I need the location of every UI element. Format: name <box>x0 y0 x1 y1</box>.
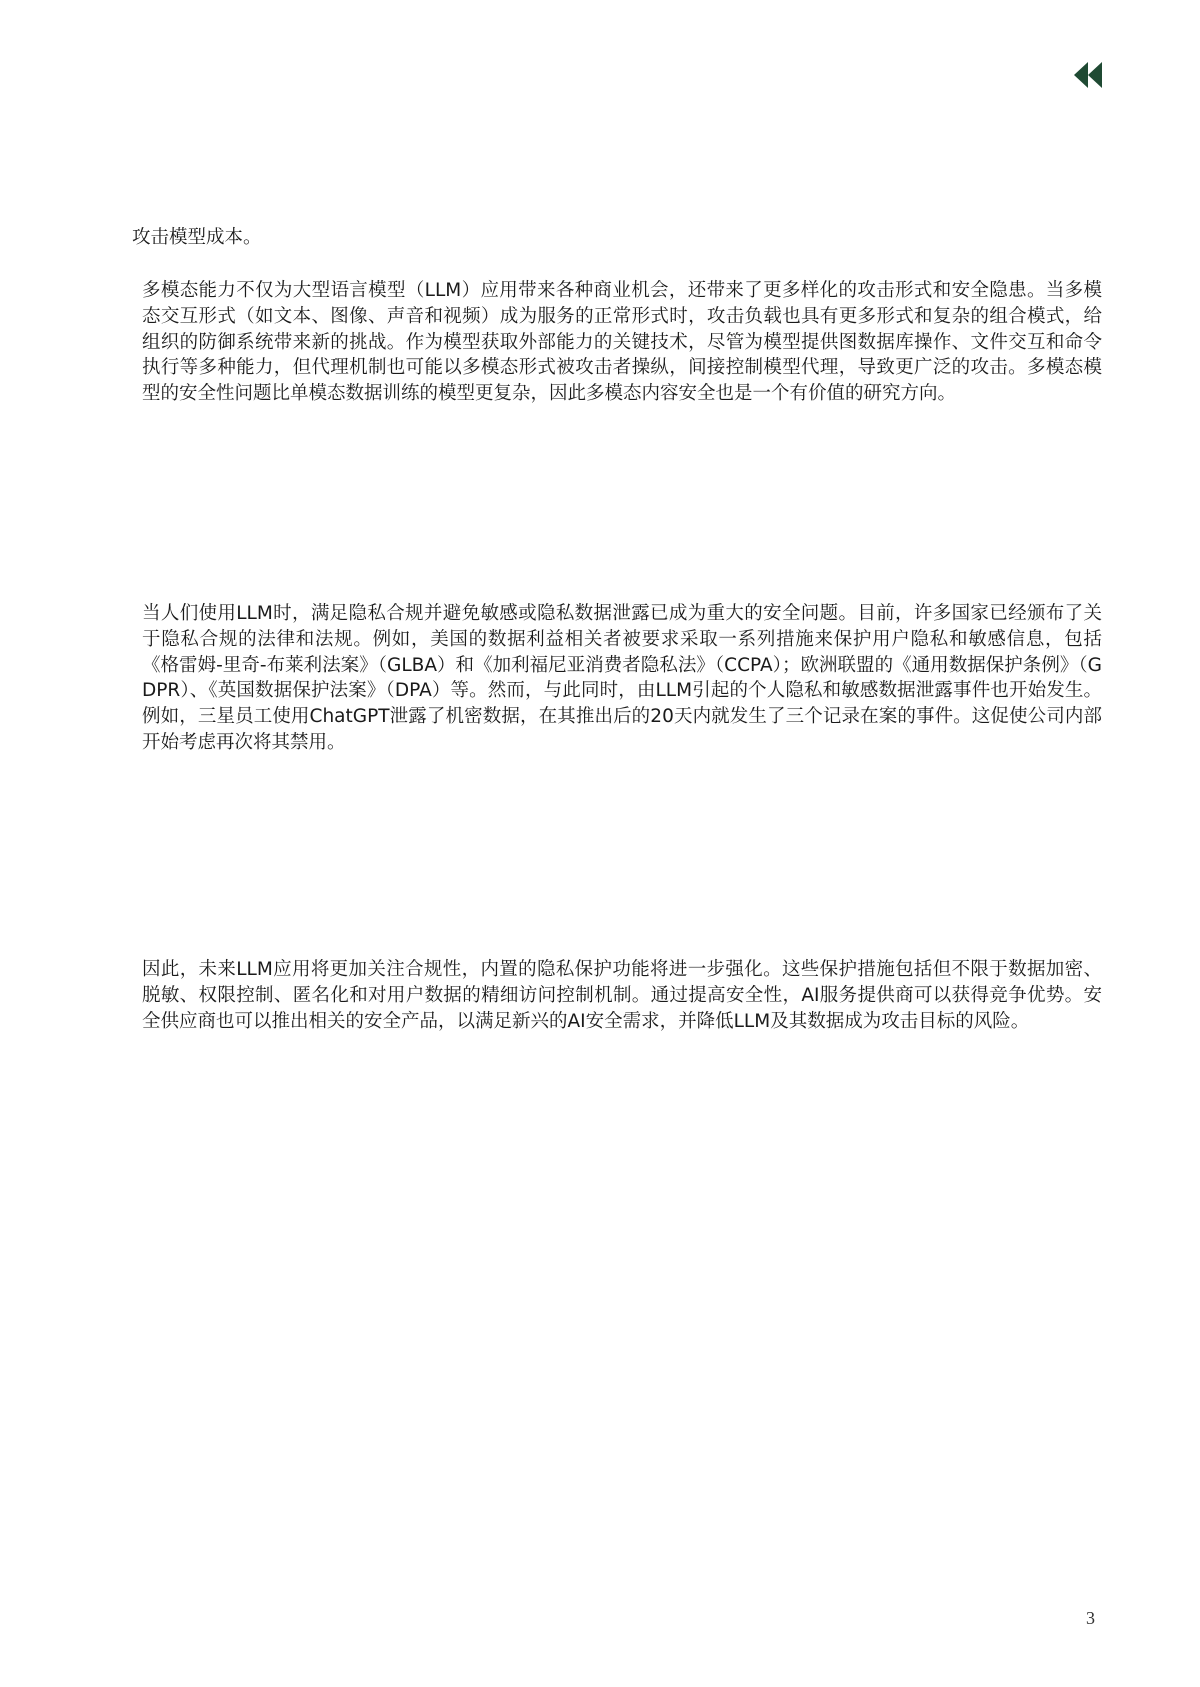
paragraph-privacy: 当人们使用LLM时，满足隐私合规并避免敏感或隐私数据泄露已成为重大的安全问题。目前，许多国家已经颁布了关于隐私合规的法律和法规。例如，美国的数据利益相关者被要求采取一系列措施来保护用户隐私和敏感信息，包括《格雷姆-里奇-布莱利法案》（GLBA）和《加利福尼亚消费者隐私法》（CCPA）；欧洲联盟的《通用数据保护条例》（GDPR）、《英国数据保护法案》（DPA）等。然而，与此同时，由LLM引起的个人隐私和敏感数据泄露事件也开始发生。例如，三星员工使用ChatGPT泄露了机密数据，在其推出后的20天内就发生了三个记录在案的事件。这促使公司内部开始考虑再次将其禁用。 <box>142 603 1102 753</box>
paragraph-compliance: 因此，未来LLM应用将更加关注合规性，内置的隐私保护功能将进一步强化。这些保护措施包括但不限于数据加密、脱敏、权限控制、匿名化和对用户数据的精细访问控制机制。通过提高安全性，AI服务提供商可以获得竞争优势。安全供应商也可以推出相关的安全产品，以满足新兴的AI安全需求，并降低LLM及其数据成为攻击目标的风险。 <box>142 959 1102 1032</box>
paragraph-multimodal: 多模态能力不仅为大型语言模型（LLM）应用带来各种商业机会，还带来了更多样化的攻击形式和安全隐患。当多模态交互形式（如文本、图像、声音和视频）成为服务的正常形式时，攻击负载也具有更多形式和复杂的组合模式，给组织的防御系统带来新的挑战。作为模型获取外部能力的关键技术，尽管为模型提供图数据库操作、文件交互和命令执行等多种能力，但代理机制也可能以多模态形式被攻击者操纵，间接控制模型代理，导致更广泛的攻击。多模态模型的安全性问题比单模态数据训练的模型更复杂，因此多模态内容安全也是一个有价值的研究方向。 <box>142 280 1102 405</box>
double-chevron-left-icon <box>1072 60 1106 90</box>
lead-line: 攻击模型成本。 <box>132 227 262 248</box>
page-number: 3 <box>1086 1608 1095 1628</box>
previous-page-button[interactable] <box>1072 60 1106 90</box>
